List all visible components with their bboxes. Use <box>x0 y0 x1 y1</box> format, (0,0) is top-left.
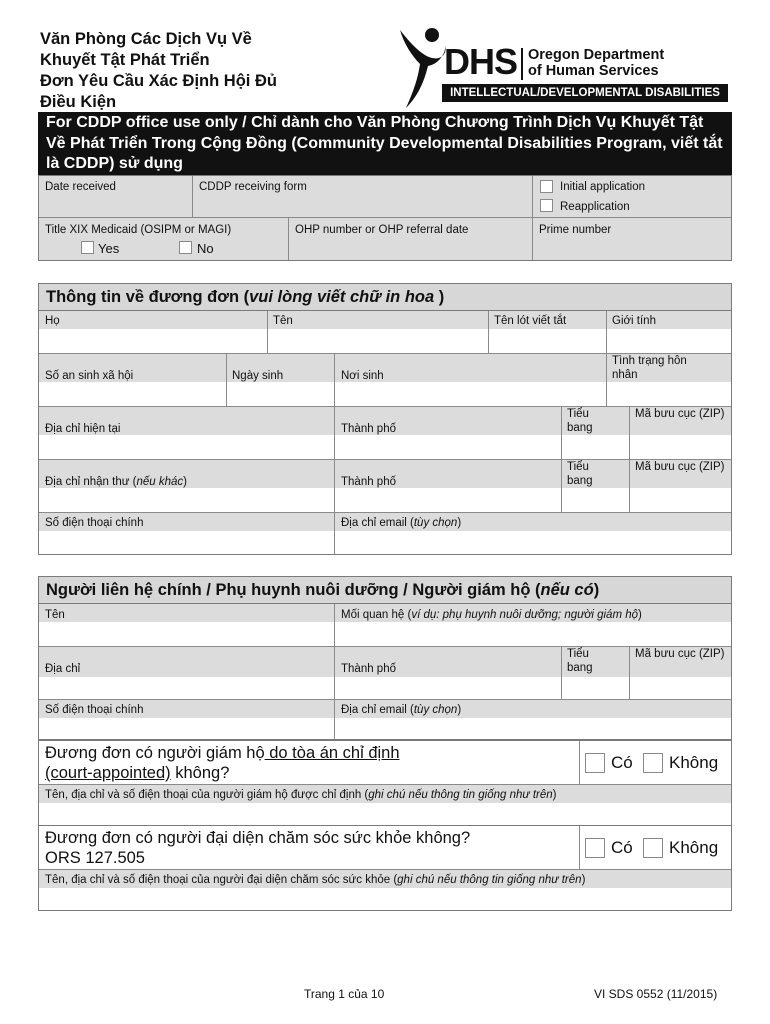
healthcare-details-close: ) <box>581 874 586 886</box>
applicant-heading-italic: vui lòng viết chữ in hoa <box>249 288 435 306</box>
guardian-yes-label: Có <box>611 753 633 772</box>
middle-initial-input[interactable] <box>488 329 606 353</box>
contact-email-input[interactable] <box>334 718 731 739</box>
ohp-number-field[interactable] <box>289 218 533 260</box>
prime-number-field[interactable] <box>533 218 731 260</box>
applicant-email-input[interactable] <box>334 531 731 554</box>
healthcare-details-input[interactable] <box>39 888 731 910</box>
initial-application-checkbox[interactable] <box>540 180 553 193</box>
current-state-input[interactable] <box>561 435 629 459</box>
contact-section-heading <box>38 576 732 604</box>
healthcare-yes-label: Có <box>611 838 633 857</box>
contact-city-label: Thành phố <box>341 663 396 675</box>
relationship-example: ví dụ: phụ huynh nuôi dưỡng; người giám hộ <box>411 609 639 621</box>
mailing-state-label: Tiểu bang <box>567 461 593 487</box>
page-number: Trang 1 của 10 <box>304 987 385 1001</box>
gender-label: Giới tính <box>612 315 656 327</box>
medicaid-yes-label: Yes <box>98 241 120 256</box>
current-city-label: Thành phố <box>341 423 396 435</box>
org-name-line-2: of Human Services <box>528 63 659 79</box>
initial-application-label: Initial application <box>560 181 646 193</box>
guardian-question-line-1 <box>45 743 400 763</box>
applicant-heading-close: ) <box>434 288 445 306</box>
applicant-section-heading <box>38 283 732 311</box>
guardian-details-note: ghi chú nếu thông tin giống như trên <box>368 789 553 801</box>
marital-status-input[interactable] <box>606 382 731 406</box>
birthplace-input[interactable] <box>334 382 606 406</box>
guardian-details-text: Tên, địa chỉ và số điện thoại của người giám hộ được chỉ định ( <box>45 789 369 801</box>
contact-zip-label: Mã bưu cục (ZIP) <box>635 648 725 660</box>
current-city-input[interactable] <box>334 435 561 459</box>
gender-input[interactable] <box>606 329 731 353</box>
reapplication-checkbox[interactable] <box>540 199 553 212</box>
contact-name-label: Tên <box>45 609 65 621</box>
applicant-email-text: Địa chỉ email ( <box>341 517 414 529</box>
healthcare-no-label: Không <box>669 838 719 857</box>
applicant-grid <box>38 310 732 555</box>
date-received-label: Date received <box>45 181 116 193</box>
title-xix-label: Title XIX Medicaid (OSIPM or MAGI) <box>45 224 232 236</box>
healthcare-question-line-1: Đương đơn có người đại diện chăm sóc sức khỏe không? <box>45 829 471 847</box>
current-state-label: Tiểu bang <box>567 408 593 434</box>
birthplace-label: Nơi sinh <box>341 370 384 382</box>
ohp-number-label: OHP number or OHP referral date <box>295 224 469 236</box>
contact-email-optional: tùy chọn <box>413 704 458 716</box>
contact-phone-label: Số điện thoại chính <box>45 704 144 716</box>
contact-heading-text: Người liên hệ chính / Phụ huynh nuôi dưỡng / Người giám hộ ( <box>46 581 541 599</box>
ssn-label: Số an sinh xã hội <box>45 370 134 382</box>
current-address-label: Địa chỉ hiện tại <box>45 423 121 435</box>
healthcare-details-label <box>45 873 585 887</box>
division-label: INTELLECTUAL/DEVELOPMENTAL DISABILITIES <box>442 84 728 102</box>
mailing-address-input[interactable] <box>39 488 334 512</box>
mailing-state-input[interactable] <box>561 488 629 512</box>
applicant-phone-label: Số điện thoại chính <box>45 517 144 529</box>
office-use-grid <box>38 175 732 261</box>
guardian-question-line-2 <box>45 763 229 783</box>
relationship-close: ) <box>638 609 642 621</box>
healthcare-question-line-2: ORS 127.505 <box>45 849 145 867</box>
relationship-text: Mối quan hệ ( <box>341 609 412 621</box>
current-address-input[interactable] <box>39 435 334 459</box>
dhs-figure-logo-icon <box>398 26 448 110</box>
last-name-label: Họ <box>45 315 60 327</box>
medicaid-no-checkbox[interactable] <box>179 241 192 254</box>
page-title-line-4: Điều Kiện <box>40 93 117 111</box>
applicant-email-label <box>341 516 461 530</box>
healthcare-details-note: ghi chú nếu thông tin giống như trên <box>397 874 582 886</box>
guardian-q-prefix: Đương đơn có người giám hộ <box>45 744 265 762</box>
mailing-if-different: nếu khác <box>136 476 184 488</box>
contact-email-close: ) <box>457 704 462 716</box>
contact-phone-input[interactable] <box>39 718 334 739</box>
healthcare-question-box <box>38 825 732 911</box>
guardian-no-checkbox[interactable] <box>643 753 663 773</box>
guardian-details-input[interactable] <box>39 803 731 825</box>
first-name-label: Tên <box>273 315 293 327</box>
title-xix-medicaid-group <box>39 218 289 260</box>
contact-relationship-label <box>341 608 642 622</box>
guardian-q-suffix: không? <box>170 764 230 782</box>
page-title-line-1: Văn Phòng Các Dịch Vụ Về <box>40 30 252 48</box>
cddp-receiving-form-field[interactable] <box>193 176 533 218</box>
application-type-group <box>533 176 731 218</box>
applicant-phone-input[interactable] <box>39 531 334 554</box>
guardian-q-court-ordered: do tòa án chỉ định <box>264 744 400 762</box>
mailing-city-label: Thành phố <box>341 476 396 488</box>
dob-label: Ngày sinh <box>232 370 284 382</box>
medicaid-yes-checkbox[interactable] <box>81 241 94 254</box>
org-name-line-1: Oregon Department <box>528 47 665 63</box>
office-use-banner: For CDDP office use only / Chỉ dành cho Văn Phòng Chương Trình Dịch Vụ Khuyết Tật Về Phát Triển Trong Cộng Đồng (Community Developmental Disabilities Program, viết tắt là CDDP) sử dụng <box>38 112 732 175</box>
contact-email-text: Địa chỉ email ( <box>341 704 414 716</box>
applicant-email-close: ) <box>457 517 462 529</box>
contact-address-input[interactable] <box>39 677 334 699</box>
guardian-no-label: Không <box>669 753 719 772</box>
prime-number-label: Prime number <box>539 224 612 236</box>
page-title-line-3: Đơn Yêu Cầu Xác Định Hội Đủ <box>40 72 277 90</box>
contact-email-label <box>341 703 461 717</box>
dhs-wordmark: DHS <box>444 41 518 82</box>
contact-heading-close: ) <box>593 581 600 599</box>
contact-state-label: Tiểu bang <box>567 648 593 674</box>
dob-input[interactable] <box>226 382 334 406</box>
last-name-input[interactable] <box>39 329 267 353</box>
guardian-details-close: ) <box>552 789 557 801</box>
page-title-line-2: Khuyết Tật Phát Triển <box>40 51 210 69</box>
mailing-zip-input[interactable] <box>629 488 731 512</box>
guardian-question-box <box>38 740 732 826</box>
mailing-zip-label: Mã bưu cục (ZIP) <box>635 461 725 473</box>
cddp-receiving-form-label: CDDP receiving form <box>199 181 307 193</box>
healthcare-no-checkbox[interactable] <box>643 838 663 858</box>
mailing-address-text: Địa chỉ nhận thư ( <box>45 476 137 488</box>
mailing-city-input[interactable] <box>334 488 561 512</box>
applicant-heading-text: Thông tin về đương đơn ( <box>46 288 250 306</box>
form-id: VI SDS 0552 (11/2015) <box>594 987 718 1001</box>
healthcare-details-text: Tên, địa chỉ và số điện thoại của người đại diện chăm sóc sức khỏe ( <box>45 874 398 886</box>
contact-state-input[interactable] <box>561 677 629 699</box>
middle-initial-label: Tên lót viết tắt <box>494 315 567 327</box>
current-zip-input[interactable] <box>629 435 731 459</box>
guardian-q-court-appointed: (court-appointed) <box>45 764 171 782</box>
guardian-question-text <box>39 741 579 784</box>
marital-status-label: Tình trạng hôn nhân <box>612 355 687 381</box>
healthcare-yes-checkbox[interactable] <box>585 838 605 858</box>
contact-name-input[interactable] <box>39 622 334 646</box>
contact-heading-italic: nếu có <box>540 581 594 599</box>
current-zip-label: Mã bưu cục (ZIP) <box>635 408 725 420</box>
date-received-field[interactable] <box>39 176 193 218</box>
contact-city-input[interactable] <box>334 677 561 699</box>
contact-relationship-input[interactable] <box>334 622 731 646</box>
applicant-email-optional: tùy chọn <box>413 517 458 529</box>
contact-zip-input[interactable] <box>629 677 731 699</box>
mailing-close: ) <box>183 476 187 488</box>
guardian-details-label <box>45 788 557 802</box>
medicaid-no-label: No <box>197 241 214 256</box>
mailing-address-label <box>45 475 187 489</box>
reapplication-label: Reapplication <box>560 201 630 213</box>
logo-divider <box>521 48 523 80</box>
ssn-input[interactable] <box>39 382 226 406</box>
first-name-input[interactable] <box>267 329 488 353</box>
contact-grid <box>38 603 732 740</box>
guardian-yes-checkbox[interactable] <box>585 753 605 773</box>
contact-address-label: Địa chỉ <box>45 663 81 675</box>
